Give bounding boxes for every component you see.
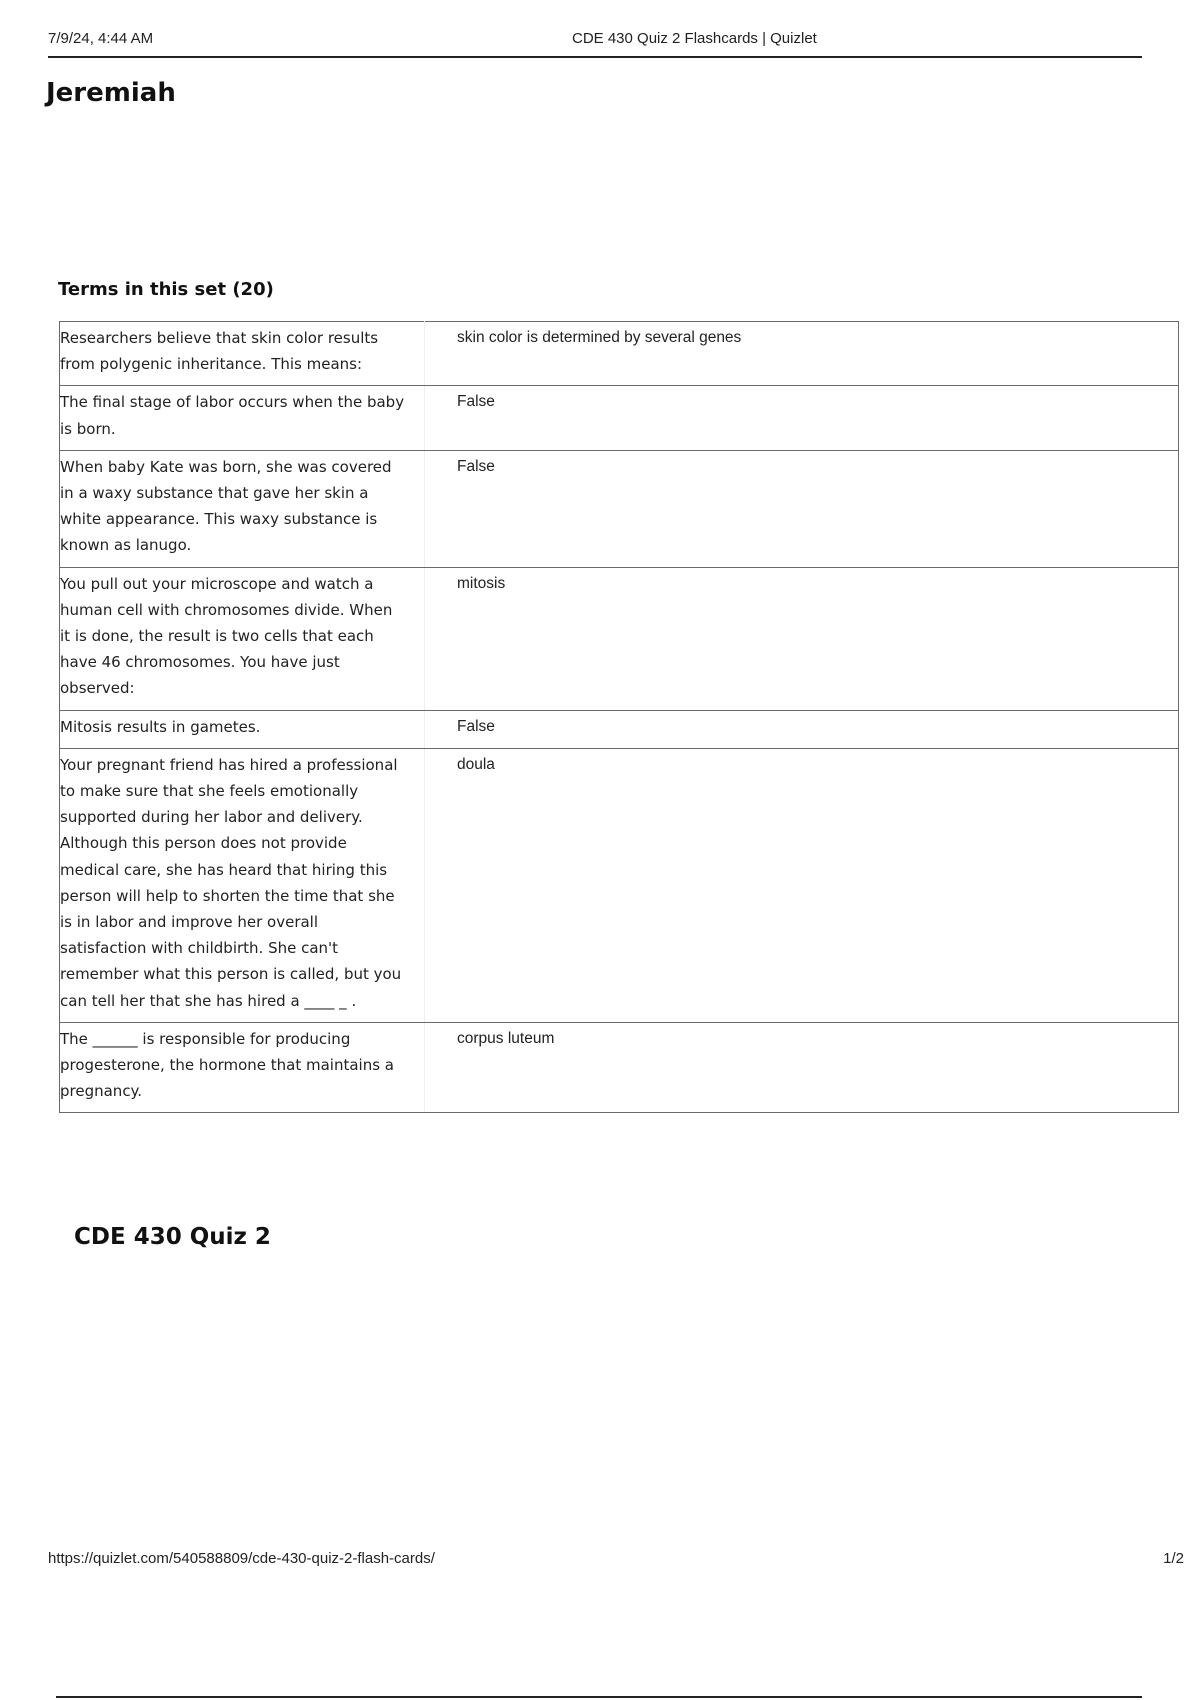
page-number: 1/2 [1163, 1550, 1184, 1567]
term-row [60, 450, 1179, 567]
term-row [60, 748, 1179, 1022]
bottom-divider [56, 1696, 1142, 1698]
print-date: 7/9/24, 4:44 AM [48, 30, 154, 47]
definition-text: doula [425, 748, 1179, 1022]
term-text: You pull out your microscope and watch a human cell with chromosomes divide. When it is done, the result is two cells that each have 46 chromosomes. You have just observed: [60, 567, 425, 710]
definition-text: mitosis [425, 567, 1179, 710]
set-title: CDE 430 Quiz 2 [74, 1224, 271, 1250]
term-row [60, 567, 1179, 710]
term-text: Your pregnant friend has hired a professional to make sure that she feels emotionally supported during her labor and delivery. Although this person does not provide medical care, she has heard that hiring this person will help to shorten the time that she is in labor and improve her overall satisfaction with childbirth. She can't remember what this person is called, but you can tell her that she has hired a ____ _ . [60, 748, 425, 1022]
definition-text: False [425, 386, 1179, 450]
term-row [60, 322, 1179, 386]
term-text: Researchers believe that skin color results from polygenic inheritance. This means: [60, 322, 425, 386]
definition-text: False [425, 450, 1179, 567]
definition-text: False [425, 710, 1179, 748]
print-page-title: CDE 430 Quiz 2 Flashcards | Quizlet [572, 30, 817, 47]
terms-table [59, 321, 1179, 1113]
term-text: When baby Kate was born, she was covered in a waxy substance that gave her skin a white appearance. This waxy substance is known as lanugo. [60, 450, 425, 567]
term-row [60, 710, 1179, 748]
page-url: https://quizlet.com/540588809/cde-430-quiz-2-flash-cards/ [48, 1550, 435, 1567]
definition-text: corpus luteum [425, 1022, 1179, 1113]
author-name[interactable]: Jeremiah [46, 78, 176, 108]
term-row [60, 1022, 1179, 1113]
term-text: The final stage of labor occurs when the baby is born. [60, 386, 425, 450]
term-text: The ______ is responsible for producing progesterone, the hormone that maintains a pregnancy. [60, 1022, 425, 1113]
definition-text: skin color is determined by several genes [425, 322, 1179, 386]
terms-heading: Terms in this set (20) [58, 279, 274, 300]
term-text: Mitosis results in gametes. [60, 710, 425, 748]
term-row [60, 386, 1179, 450]
print-header [48, 30, 1142, 58]
